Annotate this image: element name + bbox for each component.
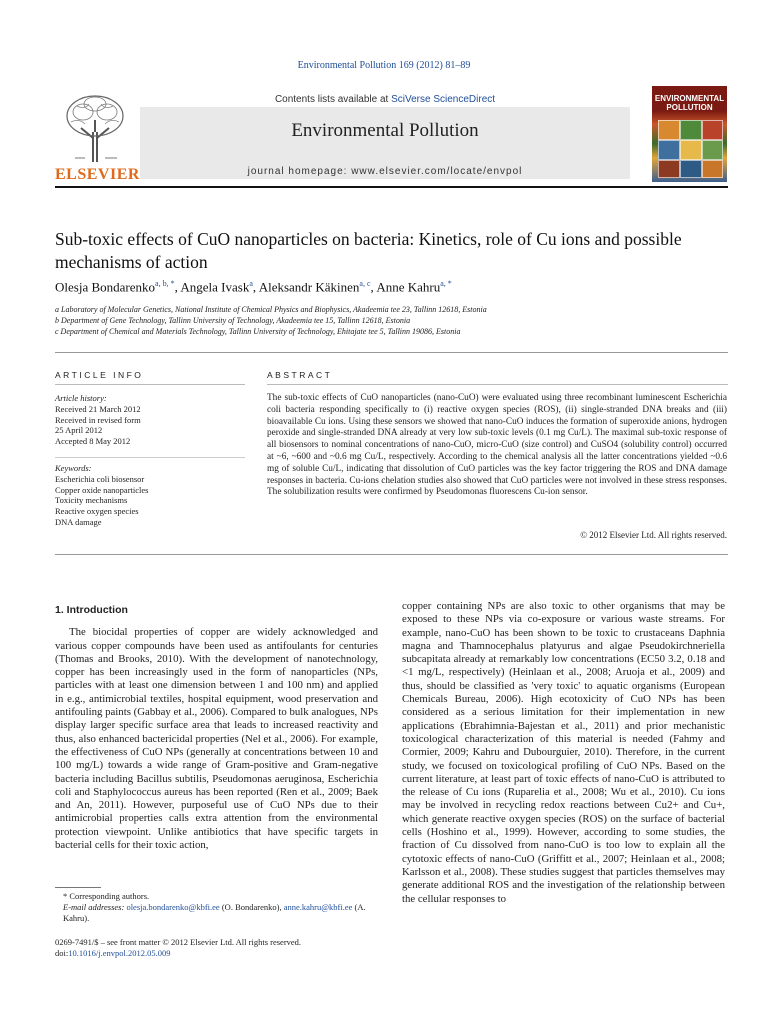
doi-link[interactable]: 10.1016/j.envpol.2012.05.009 <box>68 948 171 958</box>
history-label: Article history: <box>55 393 107 403</box>
affiliation: c Department of Chemical and Materials Technology, Tallinn University of Technology, Ehitajate tee 5, Tallinn 19086, Estonia <box>55 327 461 336</box>
journal-reference[interactable]: Environmental Pollution 169 (2012) 81–89 <box>297 60 471 71</box>
history-entry: Accepted 8 May 2012 <box>55 436 131 447</box>
title-divider <box>55 352 728 353</box>
journal-homepage[interactable]: journal homepage: www.elsevier.com/locate/envpol <box>247 166 523 177</box>
intro-left-column <box>55 604 378 852</box>
author-name[interactable]: Anne Kahru <box>376 279 441 295</box>
email-label: E-mail addresses: <box>63 902 127 912</box>
author-list: Olesja Bondarenko$^{a, b, *}$, Angela Ivask$^a$, Aleksandr Käkinen$^{a, c}$, Anne Kahru$^{a, *}$ <box>55 279 452 295</box>
footnote-divider <box>55 887 101 888</box>
intro-paragraph-continued: copper containing NPs are also toxic to other organisms that may be exposed to these NPs via co-exposure or various waste streams. For example, nano-CuO has been shown to be toxic to crustaceans Daphnia magna and Thamnocephalus platyurus and algae Pseudokirchneriella subcapitata already at remarkably low concentrations (EC50 3.2, 0.18 and <1 mg/L, respectively) (Heinlaan et al., 2008; Aruoja et al., 2009) and thus, should be classified as 'very toxic' to aquatic organisms (European Chemicals Bureau, 2006). High ecotoxicity of CuO NPs has been considered as a serious limitation for their implementation in new applications (Ebrahimnia-Bajestan et al., 2011) and prior mechanistic toxicological characterization of this material is needed (Fahmy and Cormier, 2009; Kahru and Dubourguier, 2010). Therefore, in the current study, we focused on toxicological profiling of CuO NPs. Based on the current literature, at least part of toxic effects of nano-CuO is attributed to the release of Cu ions (Ruparelia et al., 2008; Wu et al., 2010). Cu ions may be involved in recycling redox reactions between Cu2+ and Cu+, which generate reactive oxygen species (ROS) on the surface of bacterial cells (Hoshino et al., 1999). However, according to some studies, the fraction of Cu dissolved from nano-CuO is too low to explain all the cytotoxic effects of nano-CuO (Griffitt et al., 2007; Heinlaan et al., 2008; Karlsson et al., 2008). These studies suggest that particles themselves may generate additional ROS and the investigation of the relationship between the cellular responses to <box>402 600 725 905</box>
article-info-divider <box>55 384 245 385</box>
corresponding-authors: * Corresponding authors. <box>63 891 150 901</box>
article-info-heading: ARTICLE INFO <box>55 370 144 380</box>
front-matter <box>55 937 378 959</box>
elsevier-tree-icon <box>63 92 127 162</box>
keywords-label: Keywords: <box>55 463 92 473</box>
header-divider <box>55 186 728 188</box>
author-affil-marker[interactable]: a, b, * <box>155 279 175 288</box>
corresponding-footnote <box>55 891 378 924</box>
keyword: Reactive oxygen species <box>55 506 139 517</box>
email-owner: (A. Kahru). <box>63 902 366 923</box>
keyword: Toxicity mechanisms <box>55 495 128 506</box>
history-entry: Received in revised form <box>55 414 141 425</box>
intro-heading: 1. Introduction <box>55 604 128 616</box>
history-entry: Received 21 March 2012 <box>55 403 141 414</box>
abstract-heading: ABSTRACT <box>267 370 333 380</box>
affiliation: a Laboratory of Molecular Genetics, National Institute of Chemical Physics and Biophysics, Akadeemia tee 23, Tallinn 12618, Estonia <box>55 305 487 314</box>
history-entry: 25 April 2012 <box>55 425 103 436</box>
email-link[interactable]: anne.kahru@kbfi.ee <box>283 902 353 912</box>
keyword: Escherichia coli biosensor <box>55 473 145 484</box>
abstract-text: The sub-toxic effects of CuO nanoparticles (nano-CuO) were evaluated using three recombinant luminescent Escherichia coli bacteria responding specifically to (i) reactive oxygen species (ROS), (ii) single-stranded DNA breaks and (iii) bioavailable Cu ions. Using these sensors we showed that nano-CuO induces the formation of superoxide anions, hydrogen peroxide and single-stranded DNA already at very low sub-toxic levels (0.1 mg Cu/L). The maximal sub-toxic response of all biosensors to nominal concentrations of nano-CuO, micro-CuO (size control) and CuSO4 (solubility control) occurred at ~6, ~600 and ~0.6 mg Cu/L, respectively. According to the chemical analysis all the latter concentrations yielded ~0.6 mg of soluble Cu/L, indicating that dissolution of CuO particles was the key factor triggering the ROS and DNA damage responses in bacteria. Cu-ions chelation studies also showed that CuO particles were not involved in these stress responses. The solubilization results were confirmed by Pseudomonas fluorescens Cu-ion sensor. <box>267 393 727 498</box>
email-owner: (O. Bondarenko), <box>219 902 284 912</box>
keywords-divider <box>55 457 245 458</box>
doi-label: doi: <box>55 948 69 958</box>
affiliation: b Department of Gene Technology, Tallinn University of Technology, Akadeemia tee 15, Tallinn 12618, Estonia <box>55 316 411 325</box>
elsevier-logo <box>55 88 140 184</box>
issn-line: 0269-7491/$ – see front matter © 2012 Elsevier Ltd. All rights reserved. <box>55 937 302 947</box>
intro-right-column <box>402 600 725 906</box>
abstract-divider <box>267 384 728 385</box>
cover-title-line2: POLLUTION <box>666 103 713 113</box>
article-history <box>55 393 245 447</box>
journal-title: Environmental Pollution <box>291 120 479 141</box>
author-affil-marker[interactable]: a, c <box>359 279 371 288</box>
cover-title-line1: ENVIRONMENTAL <box>654 94 725 103</box>
contents-prefix: Contents lists available at <box>274 94 392 105</box>
keywords-list <box>55 463 245 528</box>
keyword: Copper oxide nanoparticles <box>55 484 149 495</box>
abstract-bottom-divider <box>55 554 728 555</box>
intro-paragraph: The biocidal properties of copper are widely acknowledged and various copper compounds have been used as antifoulants for centuries (Thomas and Brooks, 2010). With the development of nanotechnology, copper has been increasingly used in the form of nanoparticles (NPs, particles with at least one dimension between 1 and 100 nm) and applied in e.g., antimicrobial textiles, hospital equipment, wood preservation and antifouling paints (Gabbay et al., 2006). Compared to bulk analogues, NPs display larger specific surface area that leads to increased reactivity and thus, also enhanced bactericidal properties (Nel et al., 2006). For example, the effectiveness of CuO NPs (generally at concentrations between 10 and 100 mg/L) towards a wide range of Gram-positive and Gram-negative bacteria including Bacillus subtilis, Pseudomonas aeruginosa, Escherichia coli and Staphylococcus aureus has been reported (Ren et al., 2009; Baek and An, 2011). However, purposeful use of CuO NPs due to their antimicrobial properties calls extra attention from the environmental protection viewpoint. Unlike antibiotics that have specific targets in bacterial cells for their toxic action, <box>55 626 378 852</box>
abstract-copyright: © 2012 Elsevier Ltd. All rights reserved. <box>580 530 727 540</box>
elsevier-wordmark: ELSEVIER <box>55 166 140 183</box>
author-name[interactable]: Olesja Bondarenko <box>55 279 156 295</box>
email-link[interactable]: olesja.bondarenko@kbfi.ee <box>126 902 220 912</box>
paper-title: Sub-toxic effects of CuO nanoparticles on bacteria: Kinetics, role of Cu ions and possible mechanisms of action <box>55 229 682 272</box>
keyword: DNA damage <box>55 516 102 527</box>
contents-line <box>140 94 630 105</box>
author-affil-marker[interactable]: a, * <box>440 279 452 288</box>
author-affil-marker[interactable]: a <box>249 279 253 288</box>
author-name[interactable]: Angela Ivask <box>180 279 250 295</box>
journal-cover-image <box>652 86 727 182</box>
author-name[interactable]: Aleksandr Käkinen <box>258 279 360 295</box>
sciencedirect-link[interactable]: SciVerse ScienceDirect <box>391 94 496 105</box>
